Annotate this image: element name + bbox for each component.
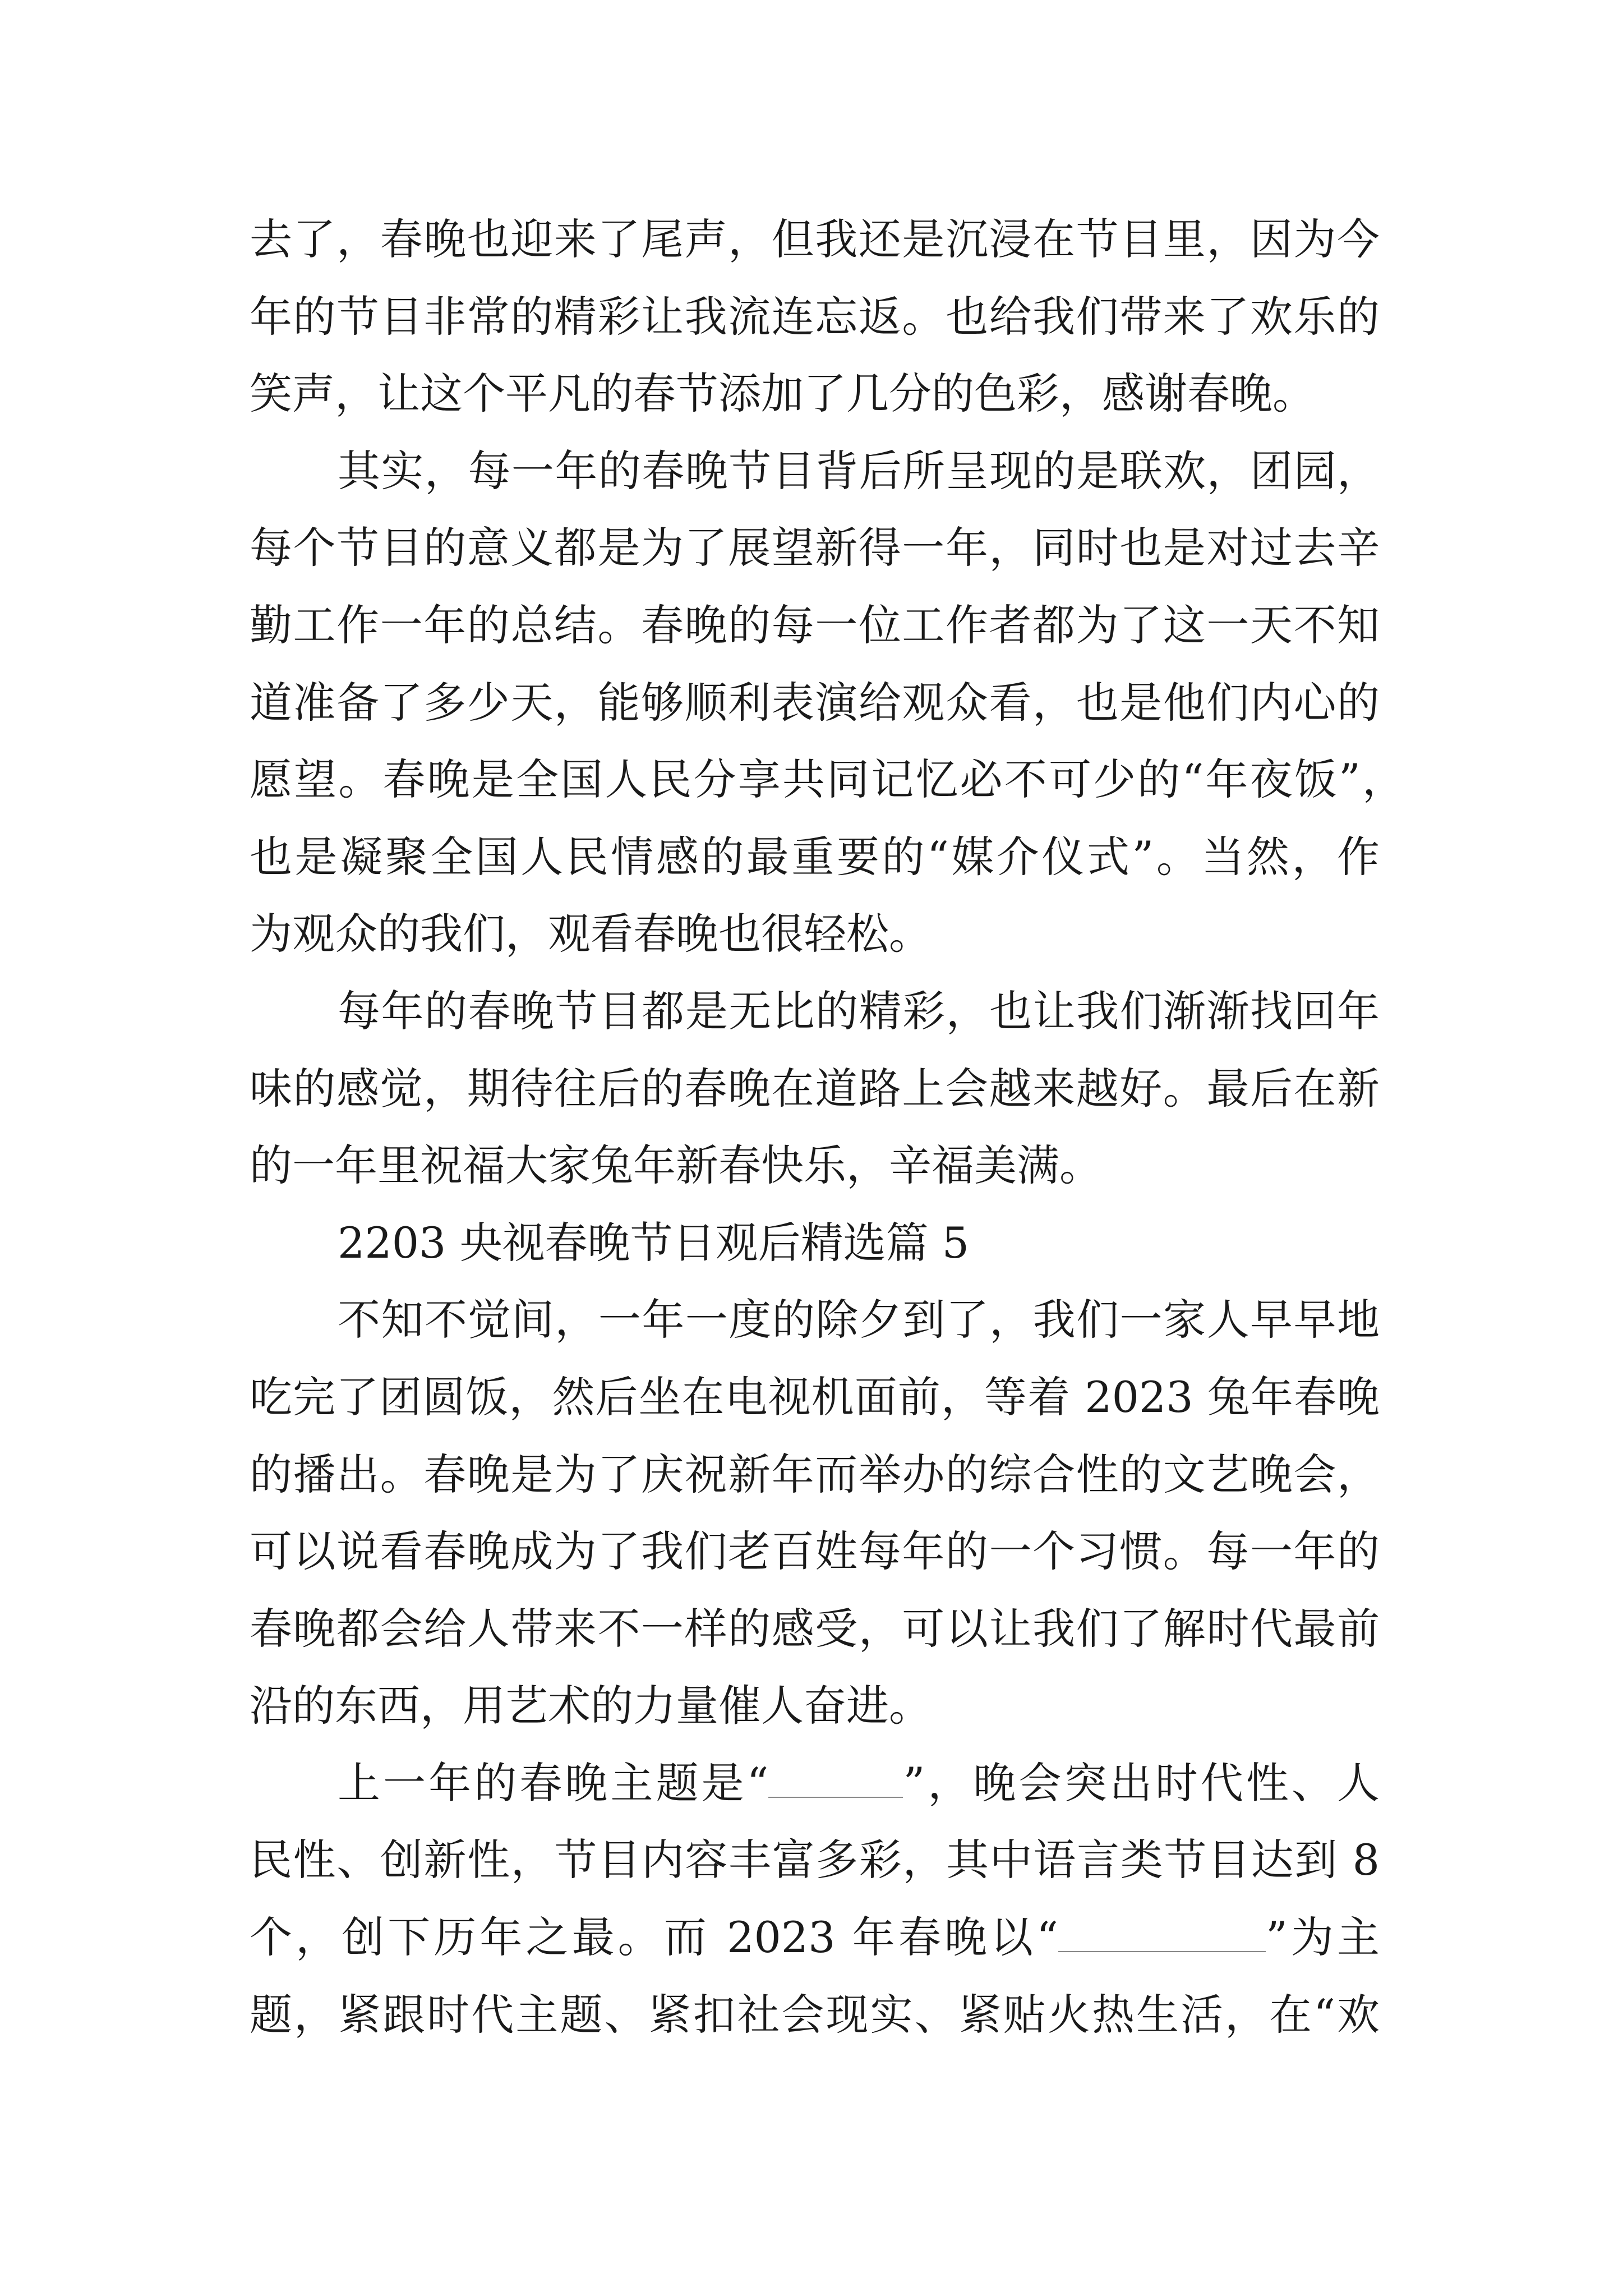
fill-in-blank <box>1058 1951 1266 1952</box>
document-page <box>250 201 1405 2053</box>
text-segment: ”为主 <box>1265 1912 1380 1963</box>
fill-in-blank <box>768 1797 903 1798</box>
text-line: 的播出。春晚是为了庆祝新年而举办的综合性的文艺晚会， <box>250 1449 1380 1499</box>
text-segment: ”，晚会突出时代性、人 <box>903 1757 1380 1808</box>
text-line: 也是凝聚全国人民情感的最重要的“媒介仪式”。当然，作 <box>250 831 1380 882</box>
text-line: 可以说看春晚成为了我们老百姓每年的一个习惯。每一年的 <box>250 1526 1380 1577</box>
text-line: 春晚都会给人带来不一样的感受，可以让我们了解时代最前 <box>250 1603 1380 1654</box>
text-line: 每个节目的意义都是为了展望新得一年，同时也是对过去辛 <box>250 523 1380 573</box>
text-line: 道准备了多少天，能够顺利表演给观众看，也是他们内心的 <box>250 677 1380 728</box>
text-line: 去了，春晚也迎来了尾声，但我还是沉浸在节目里，因为今 <box>250 214 1380 264</box>
text-line: 年的节目非常的精彩让我流连忘返。也给我们带来了欢乐的 <box>250 291 1380 342</box>
text-line: 勤工作一年的总结。春晚的每一位工作者都为了这一天不知 <box>250 600 1380 650</box>
text-segment: 上一年的春晚主题是“ <box>338 1757 769 1808</box>
paragraph <box>250 432 1405 973</box>
text-line: 题，紧跟时代主题、紧扣社会现实、紧贴火热生活，在“欢 <box>250 1989 1380 2040</box>
text-line: 不知不觉间，一年一度的除夕到了，我们一家人早早地 <box>338 1295 1380 1345</box>
text-line: 其实，每一年的春晚节目背后所呈现的是联欢，团园， <box>338 445 1380 496</box>
text-line: 愿望。春晚是全国人民分享共同记忆必不可少的“年夜饭”， <box>250 754 1405 805</box>
text-line: 笑声，让这个平凡的春节添加了几分的色彩，感谢春晚。 <box>250 369 1315 419</box>
text-line: 味的感觉，期待往后的春晚在道路上会越来越好。最后在新 <box>250 1063 1380 1114</box>
text-line <box>250 1899 1380 1976</box>
text-line: 民性、创新性，节目内容丰富多彩，其中语言类节目达到 8 <box>250 1835 1380 1885</box>
paragraph <box>250 1281 1380 1745</box>
paragraph <box>250 201 1380 432</box>
text-line: 吃完了团圆饭，然后坐在电视机面前，等着 2023 兔年春晚 <box>250 1372 1380 1422</box>
section-heading: 2203 央视春晚节日观后精选篇 5 <box>338 1217 970 1268</box>
text-line <box>250 1745 1380 1822</box>
text-line: 为观众的我们，观看春晚也很轻松。 <box>250 909 932 959</box>
text-line: 沿的东西，用艺术的力量催人奋进。 <box>250 1681 932 1731</box>
text-line: 的一年里祝福大家兔年新春快乐，辛福美满。 <box>250 1140 1102 1191</box>
text-line: 每年的春晚节目都是无比的精彩，也让我们渐渐找回年 <box>338 986 1380 1036</box>
text-segment: 个，创下历年之最。而 2023 年春晚以“ <box>250 1912 1058 1963</box>
paragraph <box>250 973 1380 1204</box>
paragraph <box>250 1745 1380 2053</box>
